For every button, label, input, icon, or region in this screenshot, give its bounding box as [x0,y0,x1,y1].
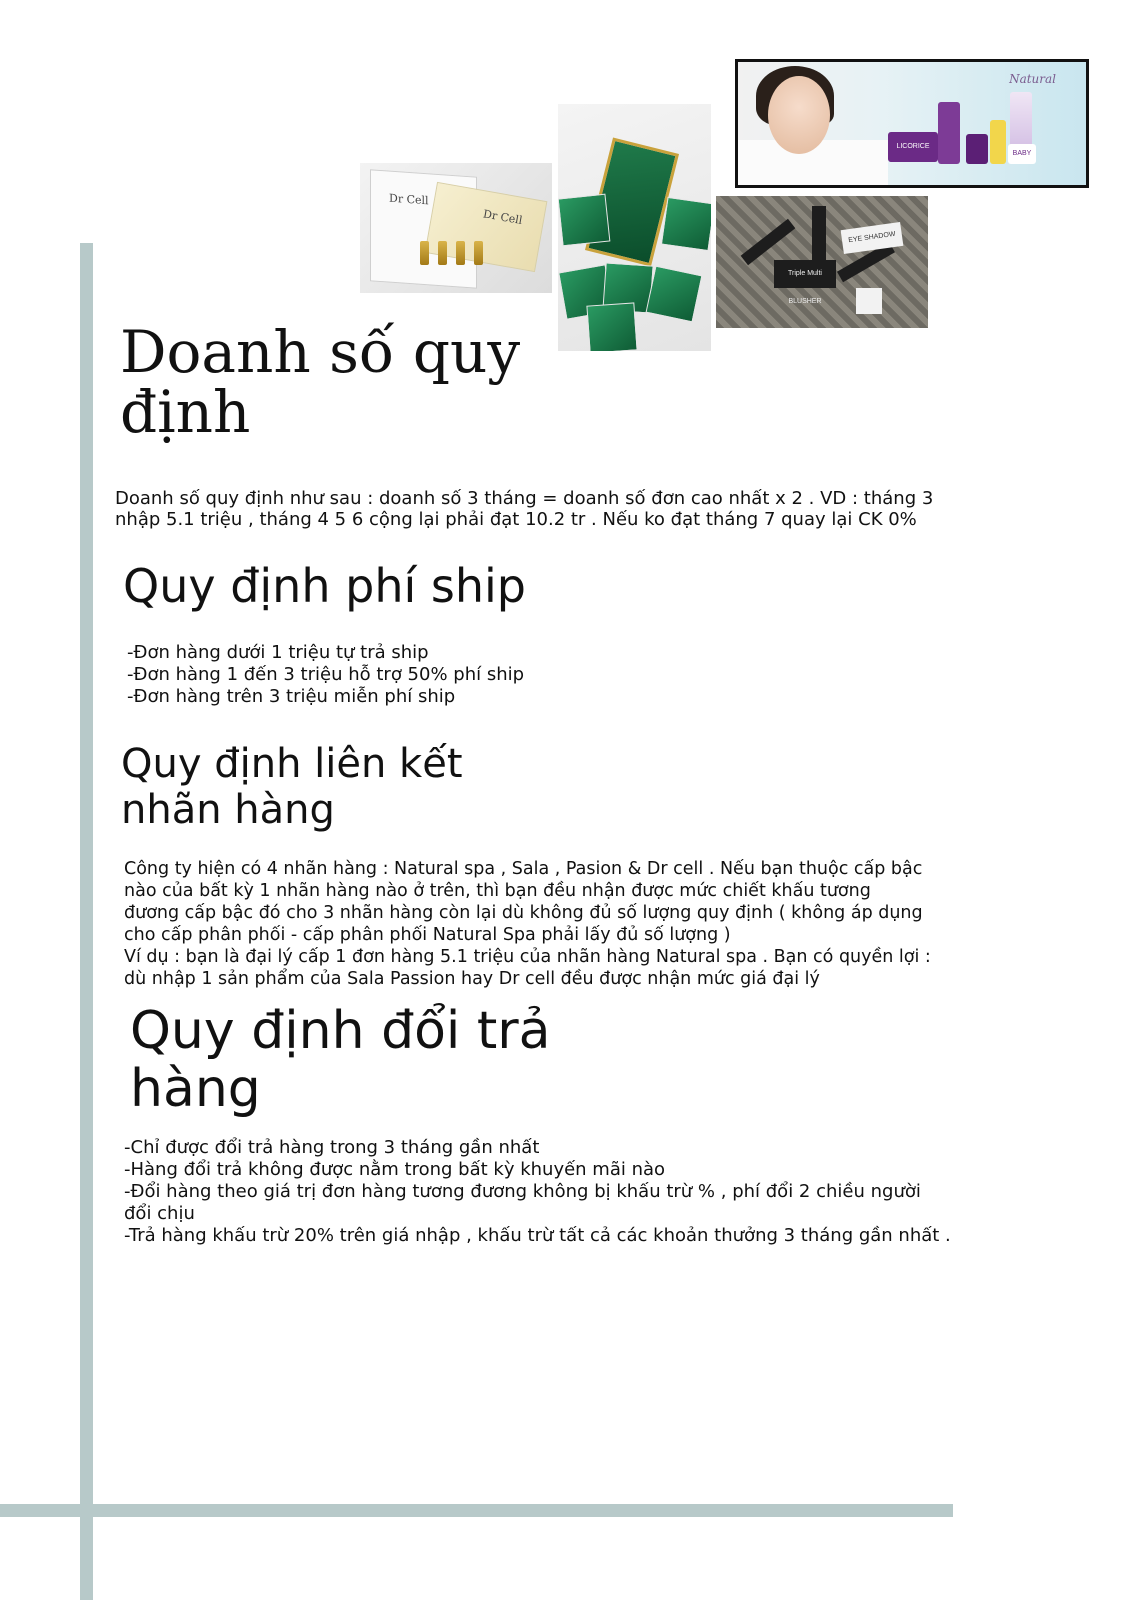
green-card [558,194,610,247]
product-bottle [938,102,960,164]
shipping-rule: -Đơn hàng 1 đến 3 triệu hỗ trợ 50% phí ship [127,664,525,685]
shipping-rule: -Đơn hàng trên 3 triệu miễn phí ship [127,686,456,707]
vial [420,241,429,265]
baby-product: BABY [1008,144,1036,164]
brand-link-body-line: cho cấp phân phối - cấp phân phối Natural Spa phải lấy đủ số lượng ) [124,925,731,945]
returns-title-line-2: hàng [130,1059,261,1119]
product-jar [966,134,988,164]
product-tube [990,120,1006,164]
returns-rule: -Hàng đổi trả không được nằm trong bất kỳ khuyến mãi nào [124,1159,666,1180]
model-face [768,76,830,154]
returns-rule: đổi chịu [124,1203,195,1224]
brand-link-section-body [124,858,931,990]
drcell-product-photo [360,163,552,293]
shipping-rule: -Đơn hàng dưới 1 triệu tự trả ship [127,642,429,663]
sales-title-line-2: định [120,378,251,446]
blusher-box: Triple Multi BLUSHER [774,260,836,288]
vial [438,241,447,265]
green-card [586,302,637,351]
brand-link-title-line-1: Quy định liên kết [121,741,463,787]
sales-section-body [115,488,933,530]
vial [456,241,465,265]
sales-title-line-1: Doanh số quy [120,318,521,386]
returns-title-line-1: Quy định đổi trả [130,1001,551,1061]
brand-link-body-line: đương cấp bậc đó cho 3 nhãn hàng còn lại dù không đủ số lượng quy định ( không áp dụng [124,903,923,923]
sales-section-title [120,318,521,446]
returns-rule: -Đổi hàng theo giá trị đơn hàng tương đương không bị khấu trừ % , phí đổi 2 chiều người [124,1181,921,1202]
green-card [646,266,703,323]
green-product-photo [558,104,711,351]
shipping-section-title: Quy định phí ship [123,559,526,613]
shipping-section-body [127,642,524,708]
brand-link-section-title [121,741,463,833]
sales-body-line: Doanh số quy định như sau : doanh số 3 tháng = doanh số đơn cao nhất x 2 . VD : tháng 3 [115,488,934,509]
brand-link-title-line-2: nhãn hàng [121,787,335,833]
compact-case [856,288,882,314]
natural-spa-banner-photo [735,59,1089,188]
makeup-product-photo [716,196,928,328]
returns-section-body [124,1137,951,1247]
returns-section-title [130,1002,551,1118]
accent-horizontal-line [0,1504,953,1517]
brand-link-body-line: Công ty hiện có 4 nhãn hàng : Natural spa , Sala , Pasion & Dr cell . Nếu bạn thuộc cấp bậc [124,859,923,879]
vial [474,241,483,265]
brand-link-body-line: dù nhập 1 sản phẩm của Sala Passion hay Dr cell đều được nhận mức giá đại lý [124,969,820,989]
accent-vertical-line [80,243,93,1600]
drcell-brand-text: Dr Cell [389,191,429,208]
brand-link-body-line: nào của bất kỳ 1 nhãn hàng nào ở trên, thì bạn đều nhận được mức chiết khấu tương [124,881,871,901]
returns-rule: -Chỉ được đổi trả hàng trong 3 tháng gần nhất [124,1137,540,1158]
green-card [661,197,711,251]
natural-logo: Natural [1009,72,1056,86]
lipstick [741,219,796,265]
eye-shadow-box: EYE SHADOW [841,222,904,254]
licorice-product: LICORICE [888,132,938,162]
brand-link-body-line: Ví dụ : bạn là đại lý cấp 1 đơn hàng 5.1 triệu của nhãn hàng Natural spa . Bạn có quyền lợi : [124,947,931,967]
returns-rule: -Trả hàng khấu trừ 20% trên giá nhập , khấu trừ tất cả các khoản thưởng 3 tháng gần nhất . [124,1225,951,1246]
drcell-sleeve-text: Dr Cell [482,207,524,228]
sales-body-line: nhập 5.1 triệu , tháng 4 5 6 cộng lại phải đạt 10.2 tr . Nếu ko đạt tháng 7 quay lại CK 0% [115,509,917,530]
